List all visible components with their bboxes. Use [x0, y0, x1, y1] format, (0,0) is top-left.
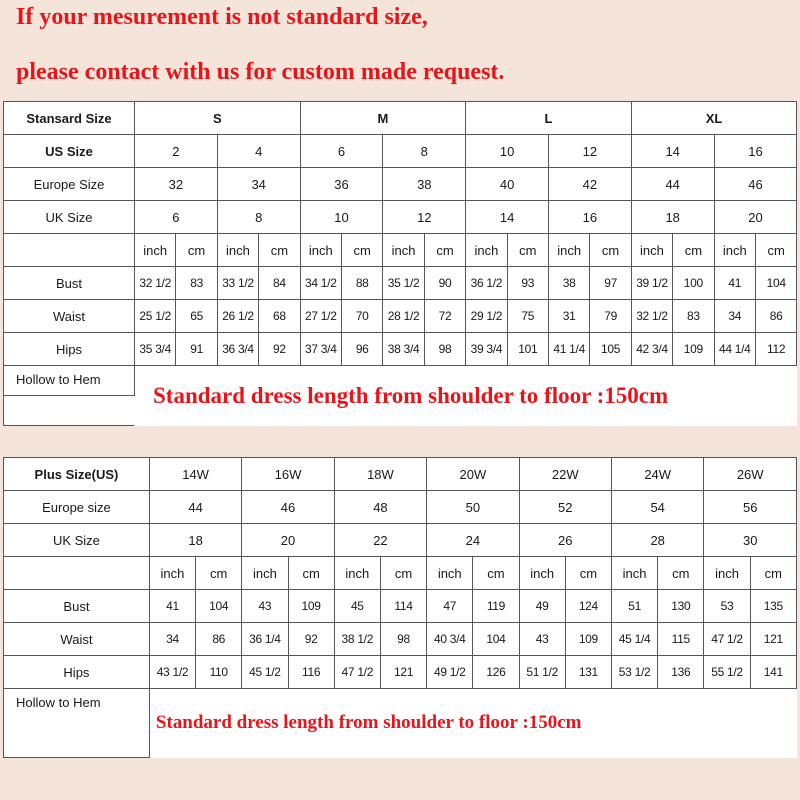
uk-size-row [4, 201, 797, 234]
size-value-cell: 50 [427, 491, 519, 524]
measurement-value-cell: 93 [507, 267, 548, 300]
unit-inch-cell: inch [427, 557, 473, 590]
measurement-value-cell: 114 [380, 590, 426, 623]
size-value-cell: 8 [383, 135, 466, 168]
measurement-value-cell: 38 1/2 [334, 623, 380, 656]
measurement-value-cell: 115 [658, 623, 704, 656]
size-value-cell: 54 [611, 491, 703, 524]
measurement-value-cell: 43 [242, 590, 288, 623]
unit-inch-cell: inch [300, 234, 341, 267]
measurement-value-cell: 41 [149, 590, 195, 623]
measurement-value-cell: 116 [288, 656, 334, 689]
measurement-value-cell: 104 [755, 267, 796, 300]
size-value-cell: 22 [334, 524, 426, 557]
measurement-value-cell: 51 1/2 [519, 656, 565, 689]
measurement-value-cell: 109 [288, 590, 334, 623]
plus-europe-size-row [4, 491, 797, 524]
measurement-value-cell: 126 [473, 656, 519, 689]
standard-length-note: Standard dress length from shoulder to floor :150cm [135, 366, 797, 426]
measurement-value-cell: 68 [259, 300, 300, 333]
unit-inch-cell: inch [135, 234, 176, 267]
measurement-value-cell: 101 [507, 333, 548, 366]
measurement-value-cell: 36 3/4 [217, 333, 258, 366]
size-value-cell: 40 [466, 168, 549, 201]
measurement-value-cell: 124 [565, 590, 611, 623]
unit-inch-cell: inch [611, 557, 657, 590]
unit-inch-cell: inch [548, 234, 589, 267]
size-value-cell: 2 [135, 135, 218, 168]
measurement-value-cell: 36 1/2 [466, 267, 507, 300]
measurement-value-cell: 104 [473, 623, 519, 656]
measurement-value-cell: 38 [548, 267, 589, 300]
size-value-cell: 56 [704, 491, 797, 524]
unit-inch-cell: inch [466, 234, 507, 267]
size-value-cell: 46 [242, 491, 334, 524]
measurement-value-cell: 83 [176, 267, 217, 300]
size-value-cell: 44 [149, 491, 241, 524]
unit-cm-cell: cm [658, 557, 704, 590]
hollow-to-hem-row [4, 366, 797, 396]
unit-cm-cell: cm [750, 557, 796, 590]
measurement-value-cell: 131 [565, 656, 611, 689]
measurement-value-cell: 47 [427, 590, 473, 623]
size-value-cell: 10 [300, 201, 383, 234]
measurement-row [4, 333, 797, 366]
size-value-cell: 32 [135, 168, 218, 201]
measurement-value-cell: 92 [259, 333, 300, 366]
measurement-value-cell: 41 1/4 [548, 333, 589, 366]
unit-cm-cell: cm [342, 234, 383, 267]
measurement-label: Waist [4, 623, 150, 656]
unit-cm-cell: cm [259, 234, 300, 267]
row-label: US Size [4, 135, 135, 168]
plus-size-cell: 24W [611, 458, 703, 491]
measurement-value-cell: 97 [590, 267, 631, 300]
plus-size-cell: 16W [242, 458, 334, 491]
measurement-value-cell: 121 [380, 656, 426, 689]
measurement-value-cell: 41 [714, 267, 755, 300]
custom-size-notice-line-1: If your mesurement is not standard size, [16, 4, 428, 30]
size-value-cell: 48 [334, 491, 426, 524]
measurement-value-cell: 98 [380, 623, 426, 656]
unit-inch-cell: inch [383, 234, 424, 267]
row-label: Europe size [4, 491, 150, 524]
standard-size-header: Stansard Size [4, 102, 135, 135]
measurement-row [4, 267, 797, 300]
size-value-cell: 52 [519, 491, 611, 524]
plus-hollow-to-hem-row [4, 689, 797, 758]
measurement-value-cell: 135 [750, 590, 796, 623]
measurement-value-cell: 96 [342, 333, 383, 366]
row-label-empty [4, 557, 150, 590]
size-value-cell: 18 [631, 201, 714, 234]
size-value-cell: 20 [714, 201, 797, 234]
plus-measurement-row [4, 590, 797, 623]
measurement-value-cell: 53 [704, 590, 750, 623]
measurement-value-cell: 70 [342, 300, 383, 333]
size-letter-row [4, 102, 797, 135]
unit-cm-cell: cm [590, 234, 631, 267]
size-value-cell: 46 [714, 168, 797, 201]
row-label-empty [4, 234, 135, 267]
plus-size-cell: 26W [704, 458, 797, 491]
measurement-value-cell: 136 [658, 656, 704, 689]
size-value-cell: 24 [427, 524, 519, 557]
row-label: UK Size [4, 524, 150, 557]
measurement-value-cell: 34 [714, 300, 755, 333]
unit-cm-cell: cm [380, 557, 426, 590]
hollow-to-hem-label: Hollow to Hem [4, 366, 135, 396]
row-label: UK Size [4, 201, 135, 234]
measurement-value-cell: 65 [176, 300, 217, 333]
measurement-value-cell: 43 1/2 [149, 656, 195, 689]
unit-cm-cell: cm [424, 234, 465, 267]
unit-inch-cell: inch [704, 557, 750, 590]
measurement-value-cell: 141 [750, 656, 796, 689]
measurement-value-cell: 44 1/4 [714, 333, 755, 366]
row-label: Europe Size [4, 168, 135, 201]
measurement-value-cell: 35 3/4 [135, 333, 176, 366]
measurement-value-cell: 34 1/2 [300, 267, 341, 300]
measurement-value-cell: 86 [196, 623, 242, 656]
plus-size-chart [3, 457, 797, 758]
row-label-empty [4, 396, 135, 426]
size-value-cell: 28 [611, 524, 703, 557]
measurement-value-cell: 28 1/2 [383, 300, 424, 333]
measurement-value-cell: 75 [507, 300, 548, 333]
measurement-label: Waist [4, 300, 135, 333]
measurement-value-cell: 39 1/2 [631, 267, 672, 300]
size-letter-cell: L [466, 102, 632, 135]
unit-inch-cell: inch [334, 557, 380, 590]
measurement-value-cell: 27 1/2 [300, 300, 341, 333]
measurement-value-cell: 45 1/4 [611, 623, 657, 656]
measurement-label: Hips [4, 333, 135, 366]
measurement-value-cell: 42 3/4 [631, 333, 672, 366]
size-value-cell: 34 [217, 168, 300, 201]
measurement-value-cell: 26 1/2 [217, 300, 258, 333]
measurement-value-cell: 110 [196, 656, 242, 689]
measurement-value-cell: 45 [334, 590, 380, 623]
measurement-value-cell: 90 [424, 267, 465, 300]
measurement-label: Bust [4, 267, 135, 300]
measurement-value-cell: 53 1/2 [611, 656, 657, 689]
measurement-value-cell: 36 1/4 [242, 623, 288, 656]
size-letter-cell: XL [631, 102, 797, 135]
size-value-cell: 16 [548, 201, 631, 234]
measurement-value-cell: 130 [658, 590, 704, 623]
measurement-value-cell: 35 1/2 [383, 267, 424, 300]
unit-inch-cell: inch [149, 557, 195, 590]
unit-inch-cell: inch [217, 234, 258, 267]
plus-unit-row [4, 557, 797, 590]
measurement-value-cell: 100 [673, 267, 714, 300]
size-value-cell: 42 [548, 168, 631, 201]
measurement-value-cell: 39 3/4 [466, 333, 507, 366]
size-value-cell: 26 [519, 524, 611, 557]
measurement-value-cell: 32 1/2 [631, 300, 672, 333]
size-value-cell: 12 [548, 135, 631, 168]
measurement-label: Bust [4, 590, 150, 623]
measurement-value-cell: 88 [342, 267, 383, 300]
measurement-value-cell: 49 1/2 [427, 656, 473, 689]
size-value-cell: 18 [149, 524, 241, 557]
plus-uk-size-row [4, 524, 797, 557]
unit-cm-cell: cm [507, 234, 548, 267]
measurement-value-cell: 98 [424, 333, 465, 366]
size-letter-cell: M [300, 102, 466, 135]
measurement-value-cell: 83 [673, 300, 714, 333]
plus-size-row [4, 458, 797, 491]
size-value-cell: 14 [631, 135, 714, 168]
measurement-value-cell: 32 1/2 [135, 267, 176, 300]
measurement-value-cell: 31 [548, 300, 589, 333]
measurement-value-cell: 38 3/4 [383, 333, 424, 366]
measurement-value-cell: 49 [519, 590, 565, 623]
measurement-label: Hips [4, 656, 150, 689]
measurement-row [4, 300, 797, 333]
measurement-value-cell: 109 [673, 333, 714, 366]
measurement-value-cell: 84 [259, 267, 300, 300]
measurement-value-cell: 40 3/4 [427, 623, 473, 656]
custom-size-notice-line-2: please contact with us for custom made request. [16, 59, 505, 85]
measurement-value-cell: 72 [424, 300, 465, 333]
measurement-value-cell: 92 [288, 623, 334, 656]
size-value-cell: 10 [466, 135, 549, 168]
hollow-to-hem-label: Hollow to Hem [4, 689, 150, 758]
unit-cm-cell: cm [755, 234, 796, 267]
unit-cm-cell: cm [176, 234, 217, 267]
measurement-value-cell: 45 1/2 [242, 656, 288, 689]
measurement-value-cell: 25 1/2 [135, 300, 176, 333]
us-size-row [4, 135, 797, 168]
measurement-value-cell: 37 3/4 [300, 333, 341, 366]
measurement-value-cell: 119 [473, 590, 519, 623]
size-letter-cell: S [135, 102, 301, 135]
size-value-cell: 6 [300, 135, 383, 168]
plus-size-cell: 20W [427, 458, 519, 491]
measurement-value-cell: 47 1/2 [704, 623, 750, 656]
size-value-cell: 36 [300, 168, 383, 201]
plus-measurement-row [4, 623, 797, 656]
standard-size-chart [3, 101, 797, 426]
size-value-cell: 38 [383, 168, 466, 201]
size-value-cell: 6 [135, 201, 218, 234]
plus-size-cell: 18W [334, 458, 426, 491]
measurement-value-cell: 47 1/2 [334, 656, 380, 689]
measurement-value-cell: 105 [590, 333, 631, 366]
measurement-value-cell: 33 1/2 [217, 267, 258, 300]
plus-size-cell: 14W [149, 458, 241, 491]
measurement-value-cell: 29 1/2 [466, 300, 507, 333]
plus-size-header: Plus Size(US) [4, 458, 150, 491]
unit-inch-cell: inch [242, 557, 288, 590]
size-value-cell: 16 [714, 135, 797, 168]
measurement-value-cell: 34 [149, 623, 195, 656]
unit-inch-cell: inch [631, 234, 672, 267]
plus-size-cell: 22W [519, 458, 611, 491]
plus-length-note: Standard dress length from shoulder to floor :150cm [149, 689, 796, 758]
measurement-value-cell: 121 [750, 623, 796, 656]
europe-size-row [4, 168, 797, 201]
size-value-cell: 30 [704, 524, 797, 557]
size-value-cell: 8 [217, 201, 300, 234]
unit-cm-cell: cm [288, 557, 334, 590]
unit-cm-cell: cm [565, 557, 611, 590]
unit-inch-cell: inch [714, 234, 755, 267]
measurement-value-cell: 43 [519, 623, 565, 656]
size-value-cell: 4 [217, 135, 300, 168]
size-value-cell: 12 [383, 201, 466, 234]
measurement-value-cell: 51 [611, 590, 657, 623]
size-value-cell: 20 [242, 524, 334, 557]
unit-cm-cell: cm [673, 234, 714, 267]
measurement-value-cell: 109 [565, 623, 611, 656]
size-value-cell: 44 [631, 168, 714, 201]
measurement-value-cell: 112 [755, 333, 796, 366]
unit-cm-cell: cm [473, 557, 519, 590]
unit-inch-cell: inch [519, 557, 565, 590]
size-value-cell: 14 [466, 201, 549, 234]
measurement-value-cell: 104 [196, 590, 242, 623]
unit-row [4, 234, 797, 267]
measurement-value-cell: 91 [176, 333, 217, 366]
plus-measurement-row [4, 656, 797, 689]
unit-cm-cell: cm [196, 557, 242, 590]
measurement-value-cell: 55 1/2 [704, 656, 750, 689]
measurement-value-cell: 79 [590, 300, 631, 333]
measurement-value-cell: 86 [755, 300, 796, 333]
